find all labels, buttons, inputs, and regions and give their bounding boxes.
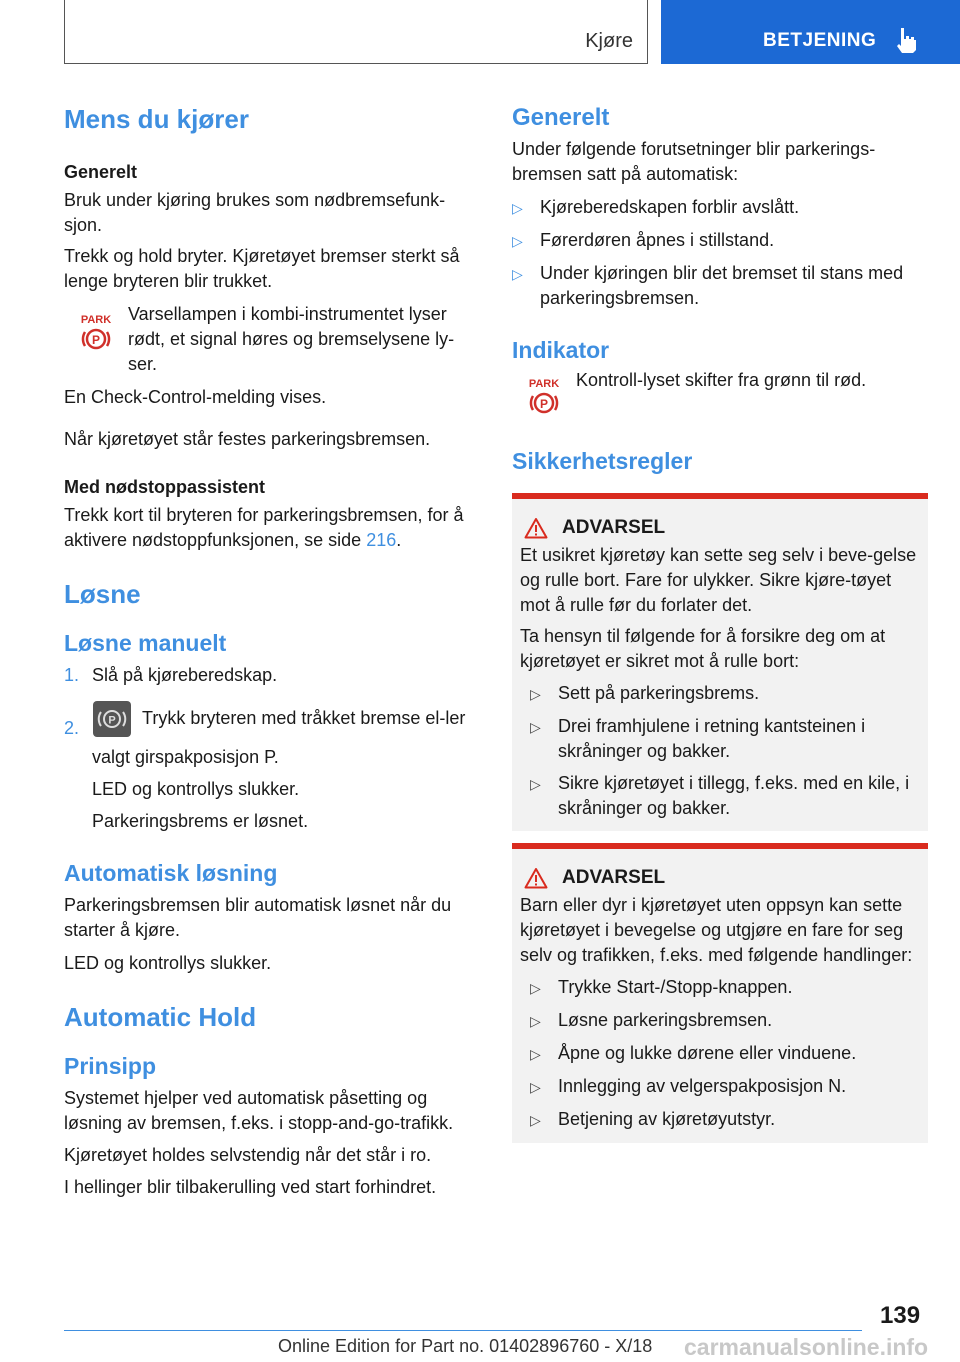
heading-generelt: Generelt [64, 162, 138, 182]
footer-divider [64, 1330, 862, 1331]
header-chapter-title: BETJENING [763, 30, 877, 51]
paragraph: Kjøretøyet holdes selvstendig når det står i ro. [64, 1145, 432, 1165]
list-item: ▷ Betjening av kjøretøyutstyr. [530, 1107, 920, 1133]
warning-list [520, 681, 920, 821]
svg-text:P: P [539, 397, 549, 411]
heading-generelt-right: Generelt [512, 104, 610, 131]
svg-text:P: P [108, 714, 116, 727]
paragraph: Bruk under kjøring brukes som nødbremsefunk-sjon. [64, 190, 446, 235]
list-item: ▷ Kjøreberedskapen forblir avslått. [512, 195, 928, 221]
list-item: ▷ Åpne og lukke dørene eller vinduene. [530, 1041, 920, 1067]
footer-edition: Online Edition for Part no. 01402896760 - X/18 [278, 1336, 653, 1356]
triangle-bullet-icon: ▷ [530, 1013, 541, 1029]
triangle-bullet-icon: ▷ [512, 233, 523, 249]
page-number: 139 [880, 1302, 921, 1329]
paragraph: I hellinger blir tilbakerulling ved start forhindret. [64, 1177, 437, 1197]
paragraph: Når kjøretøyet står festes parkeringsbremsen. [64, 429, 431, 449]
paragraph: LED og kontrollys slukker. [92, 779, 300, 799]
svg-text:P: P [91, 333, 101, 347]
header-section-title: Kjøre [585, 30, 633, 52]
triangle-bullet-icon: ▷ [530, 776, 541, 792]
list-item: 1. Slå på kjøreberedskap. [64, 665, 278, 685]
paragraph: Under følgende forutsetninger blir parkerings-bremsen satt på automatisk: [512, 139, 876, 184]
parking-brake-switch-icon [92, 700, 132, 738]
paragraph: Trekk og hold bryter. Kjøretøyet bremser sterkt så lenge bryteren blir trukket. [64, 246, 460, 291]
paragraph: Kontroll-lyset skifter fra grønn til rød. [576, 370, 867, 390]
paragraph: Parkeringsbremsen blir automatisk løsnet når du starter å kjøre. [64, 895, 452, 940]
paragraph: Parkeringsbrems er løsnet. [92, 811, 309, 831]
svg-text:PARK: PARK [80, 314, 112, 326]
park-warning-row [64, 302, 480, 377]
triangle-bullet-icon: ▷ [530, 1046, 541, 1062]
heading-prinsipp: Prinsipp [64, 1053, 157, 1079]
heading-automatic-hold: Automatic Hold [64, 1002, 257, 1032]
list-item: 2. P Trykk bryteren med tråkket bremse el-ler valgt girspakposisjon P. LED og kontrollys slukker. Parkeringsbrems er løsnet. [64, 700, 480, 834]
steps-list [64, 663, 480, 834]
paragraph: Systemet hjelper ved automatisk påsetting og løsning av bremsen, f.eks. i stopp-and-go-trafikk. [64, 1088, 454, 1133]
heading-losne-manuelt: Løsne manuelt [64, 630, 227, 656]
list-item: ▷ Trykke Start-/Stopp-knappen. [530, 975, 920, 1001]
list-item: ▷ Drei framhjulene i retning kantsteinen i skråninger og bakker. [530, 714, 920, 764]
heading-automatisk-losning: Automatisk løsning [64, 860, 278, 886]
heading-sikkerhetsregler: Sikkerhetsregler [512, 448, 693, 474]
warning-list [520, 975, 920, 1133]
list-item: ▷ Sett på parkeringsbrems. [530, 681, 920, 707]
heading-indikator: Indikator [512, 337, 610, 363]
paragraph: Trekk kort til bryteren for parkeringsbremsen, for å aktivere nødstoppfunksjonen, se side 216. [64, 505, 464, 550]
svg-text:PARK: PARK [528, 378, 560, 390]
warning-box [512, 843, 928, 1143]
triangle-bullet-icon: ▷ [512, 266, 523, 282]
list-item: ▷ Under kjøringen blir det bremset til stans med parkeringsbremsen. [512, 261, 928, 311]
left-column [64, 98, 480, 1200]
paragraph: Et usikret kjøretøy kan sette seg selv i beve-gelse og rulle bort. Fare for ulykker. Sikre kjøre-tøyet mot å rulle før du forlater det. [520, 545, 917, 615]
right-column [512, 98, 928, 1143]
park-brake-icon [77, 312, 115, 352]
watermark: carmanualsonline.info [684, 1334, 929, 1360]
paragraph: En Check-Control-melding vises. [64, 387, 327, 407]
heading-mens-du-kjorer: Mens du kjører [64, 104, 249, 134]
paragraph: Barn eller dyr i kjøretøyet uten oppsyn kan sette kjøretøyet i bevegelse og utgjøre en fare for seg selv og trafikken, f.eks. med følgende handlinger: [520, 895, 913, 965]
warning-triangle-icon [524, 517, 548, 539]
triangle-bullet-icon: ▷ [530, 1112, 541, 1128]
warning-title: ADVARSEL [520, 867, 920, 889]
list-item: ▷ Førerdøren åpnes i stillstand. [512, 228, 928, 254]
page-link[interactable]: 216 [366, 530, 397, 550]
triangle-bullet-icon: ▷ [530, 686, 541, 702]
park-indicator-row [512, 368, 928, 416]
triangle-bullet-icon: ▷ [512, 200, 523, 216]
warning-triangle-icon [524, 867, 548, 889]
triangle-bullet-icon: ▷ [530, 1079, 541, 1095]
park-brake-icon [525, 376, 563, 416]
header-section-box [64, 0, 648, 64]
header-chapter-tab [661, 0, 960, 64]
warning-title: ADVARSEL [520, 517, 920, 539]
pointing-hand-icon [893, 26, 919, 54]
heading-losne: Løsne [64, 579, 141, 609]
list-item: ▷ Innlegging av velgerspakposisjon N. [530, 1074, 920, 1100]
warning-box [512, 493, 928, 831]
triangle-bullet-icon: ▷ [530, 719, 541, 735]
conditions-list [512, 195, 928, 311]
paragraph: LED og kontrollys slukker. [64, 953, 272, 973]
paragraph: Varsellampen i kombi-instrumentet lyser rødt, et signal høres og bremselysene ly-ser. [128, 304, 455, 374]
list-item: ▷ Løsne parkeringsbremsen. [530, 1008, 920, 1034]
list-item: ▷ Sikre kjøretøyet i tillegg, f.eks. med en kile, i skråninger og bakker. [530, 771, 920, 821]
paragraph: Ta hensyn til følgende for å forsikre deg om at kjøretøyet er sikret mot å rulle bort: [520, 626, 886, 671]
triangle-bullet-icon: ▷ [530, 980, 541, 996]
heading-nodstoppassistent: Med nødstoppassistent [64, 477, 266, 497]
